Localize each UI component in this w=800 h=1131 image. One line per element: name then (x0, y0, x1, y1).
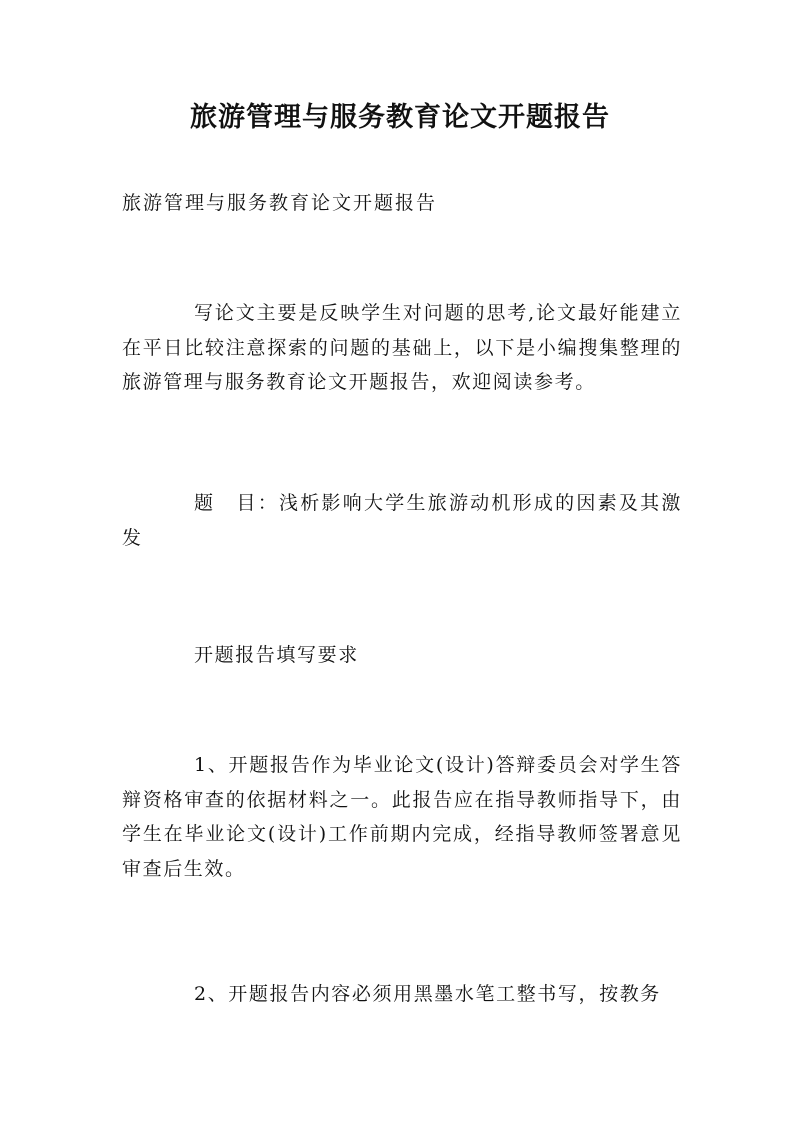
requirement-item-2: 2、开题报告内容必须用黑墨水笔工整书写，按教务 (194, 983, 661, 1005)
requirement-item-1: 1、开题报告作为毕业论文(设计)答辩委员会对学生答辩资格审查的依据材料之一。此报告应在指导教师指导下，由学生在毕业论文(设计)工作前期内完成，经指导教师签署意见审查后生效。 (122, 754, 682, 880)
intro-paragraph: 写论文主要是反映学生对问题的思考,论文最好能建立在平日比较注意探索的问题的基础上，以下是小编搜集整理的旅游管理与服务教育论文开题报告，欢迎阅读参考。 (122, 302, 682, 393)
requirements-heading: 开题报告填写要求 (194, 644, 359, 666)
topic-paragraph: 题 目：浅析影响大学生旅游动机形成的因素及其激发 (122, 492, 682, 549)
document-title: 旅游管理与服务教育论文开题报告 (190, 102, 610, 133)
document-subtitle: 旅游管理与服务教育论文开题报告 (122, 192, 438, 214)
